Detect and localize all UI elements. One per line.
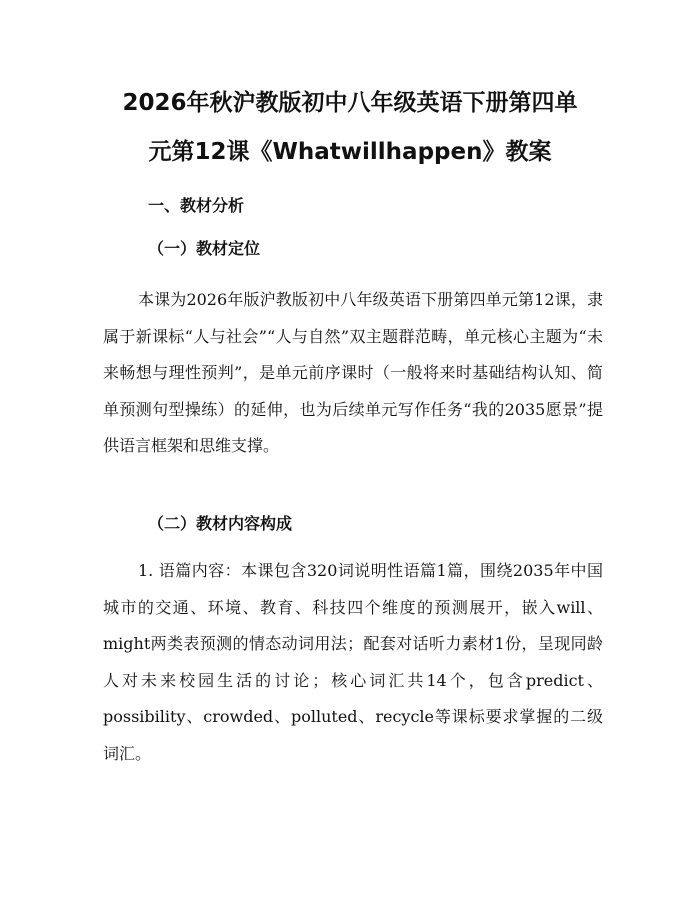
document-title-line-2: 元第12课《Whatwillhappen》教案	[148, 139, 552, 165]
subsection-heading-textbook-positioning: （一）教材定位	[148, 239, 261, 258]
section-heading-textbook-analysis: 一、教材分析	[148, 196, 245, 215]
paragraph-textbook-positioning: 本课为2026年版沪教版初中八年级英语下册第四单元第12课，隶属于新课标“人与社会”“人与自然”双主题群范畴，单元核心主题为“未来畅想与理性预判”，是单元前序课时（一般将来时基础结构认知、简单预测句型操练）的延伸，也为后续单元写作任务“我的2035愿景”提供语言框架和思维支撑。	[103, 290, 603, 456]
subsection-heading-textbook-content: （二）教材内容构成	[148, 514, 293, 533]
document-title-line-1: 2026年秋沪教版初中八年级英语下册第四单	[122, 90, 578, 116]
paragraph-text-content: 1. 语篇内容：本课包含320词说明性语篇1篇，围绕2035年中国城市的交通、环境、教育、科技四个维度的预测展开，嵌入will、might两类表预测的情态动词用法；配套对话听力素材1份，呈现同龄人对未来校园生活的讨论；核心词汇共14个，包含predict、possibility、crowded、polluted、recycle等课标要求掌握的二级词汇。	[103, 561, 603, 763]
